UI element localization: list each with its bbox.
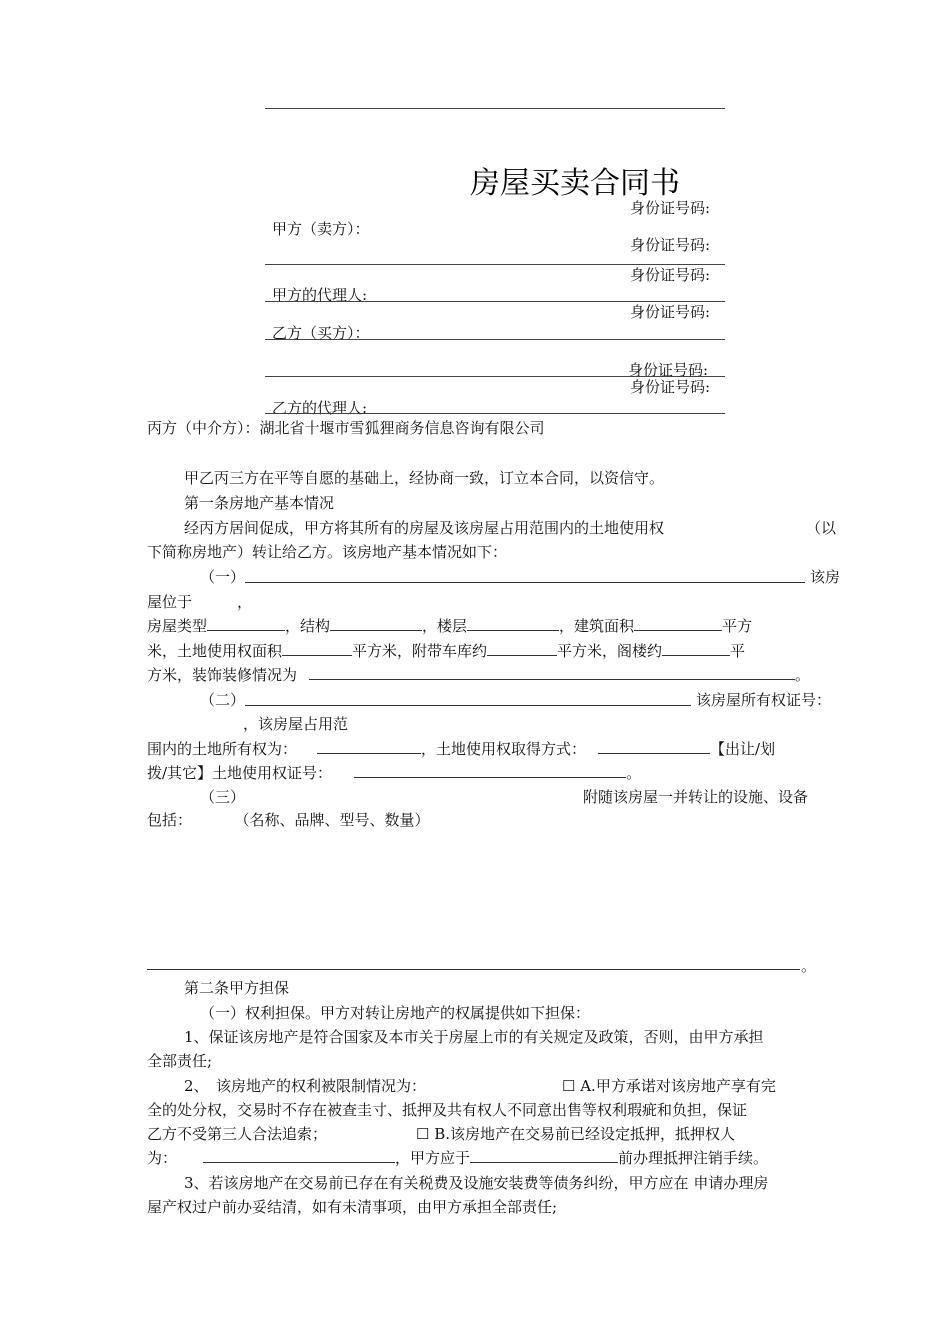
party-a-id-label: 身份证号码: [630,199,711,217]
article1-intro-2: 下简称房地产）转让给乙方。该房地产基本情况如下： [147,543,508,561]
decoration-end: 。 [795,666,811,684]
land-acquisition-label: ，土地使用权取得方式： [421,740,587,758]
item1-label: （一） [200,568,246,586]
article2-sub1: （一）权利担保。甲方对转让房地产的权属提供如下担保： [200,1004,591,1022]
article2-p2-line1a: 2、 该房地产的权利被限制情况为： [184,1077,427,1095]
land-ownership-blank [317,739,421,754]
decoration-blank [309,665,795,680]
item1-line4 [147,640,745,661]
article2-p3-line2: 屋产权过户前办妥结清，如有未清事项，由甲方承担全部责任; [147,1198,558,1216]
house-type-blank [207,616,285,631]
party-b-agent-rule [265,413,725,414]
party-a-agent-rule [265,301,725,302]
item3-tail: 附随该房屋一并转让的设施、设备 [583,788,809,806]
header-rule [265,108,725,109]
item2-blank [245,705,691,706]
item3-spec-note: （名称、品牌、型号、数量） [242,811,430,829]
item1-blank [245,582,805,583]
item1-line3 [147,615,752,636]
deadline-label: ，甲方应于 [395,1149,471,1167]
item3-blank [147,969,800,970]
document-title: 房屋买卖合同书 [470,166,680,201]
item3-line2 [147,809,430,830]
party-b-id-label: 身份证号码: [630,303,711,321]
land-acquisition-options: 【出让/划 [710,740,776,758]
cancellation-label: 前办理抵押注销手续。 [618,1149,769,1167]
item3-label: （三） [200,788,246,806]
item3-include-label: 包括： [147,811,193,829]
option-b-checkbox[interactable]: ☐ B.该房地产在交易前已经设定抵押，抵押权人 [416,1125,736,1143]
article2-p2-line2: 全的处分权，交易时不存在被查圭寸、抵押及共有权人不同意出售等权利瑕疵和负担，保证 [147,1101,748,1119]
garage-label: 平方米，附带车库约 [352,642,488,660]
party-a-agent-id-label: 身份证号码: [630,266,711,284]
item1-line5 [147,664,810,685]
party-b-agent-id-label: 身份证号码: [630,378,711,396]
land-cert-label: 拨/其它】土地使用权证号： [147,764,333,782]
party-b-id-rule [265,376,725,377]
article1-intro-1: 经丙方居间促成，甲方将其所有的房屋及该房屋占用范围内的土地使用权 [184,519,665,537]
option-a-checkbox[interactable]: ☐ A.甲方承诺对该房地产享有完 [562,1077,776,1095]
article2-p1-line1: 1、保证该房地产是符合国家及本市关于房屋上市的有关规定及政策，否则，由甲方承担 [184,1028,764,1046]
land-cert-blank [354,763,626,778]
land-area-blank [282,641,352,656]
article2-p1-line2: 全部责任; [147,1052,213,1070]
party-b-agent-label: 乙方的代理人: [272,399,368,417]
party-c-line: 丙方（中介方）：湖北省十堰市雪狐狸商务信息咨询有限公司 [147,419,545,437]
mortgagee-blank [203,1148,395,1163]
attic-label: 平方米，阁楼约 [557,642,663,660]
article1-heading: 第一条房地产基本情况 [184,494,335,512]
preamble: 甲乙丙三方在平等自愿的基础上，经协商一致，订立本合同，以资信守。 [184,469,665,487]
structure-blank [330,616,422,631]
mortgagee-label: 为： [147,1149,178,1167]
item2-tail: 该房屋所有权证号： [696,691,832,709]
article2-p2-line4 [147,1147,768,1168]
party-a-label: 甲方（卖方）： [272,220,370,238]
party-b-label: 乙方（买方）： [272,324,370,342]
floor-label: ，楼层 [422,617,468,635]
party-b-rule [265,339,725,340]
deadline-blank [470,1148,618,1163]
garage-blank [487,641,557,656]
item2-line2: ，该房屋占用范 [243,715,349,733]
floor-area-label: ，建筑面积 [559,617,635,635]
item2-label: （二） [200,691,246,709]
floor-blank [467,616,559,631]
article2-heading: 第二条甲方担保 [184,979,290,997]
item2-line3 [147,738,775,759]
structure-label: ，结构 [285,617,331,635]
attic-blank [662,641,730,656]
house-type-label: 房屋类型 [147,617,208,635]
floor-area-blank [634,616,722,631]
land-area-label: 米，土地使用权面积 [147,642,283,660]
floor-area-unit: 平方 [722,617,753,635]
party-b-id-label-full: 身份证号码: [628,361,709,379]
item2-line4 [147,762,641,783]
land-ownership-label: 围内的土地所有权为： [147,740,298,758]
attic-unit: 平 [730,642,746,660]
article2-p2-line3a: 乙方不受第三人合法追索； [147,1125,328,1143]
decoration-label: 方米，装饰装修情况为 [147,666,298,684]
item1-line2: 屋位于 ， [147,593,253,611]
item3-end: 。 [801,957,817,975]
land-cert-end: 。 [626,764,642,782]
item1-tail: 该房 [810,568,841,586]
party-a-rule [265,264,725,265]
party-a-agent-label: 甲方的代理人: [272,286,368,304]
party-a-id-label-2: 身份证号码: [630,237,711,254]
article1-intro-1-right: （以 [806,519,837,537]
article2-p3-line1: 3、若该房地产在交易前已存在有关税费及设施安装费等债务纠纷，甲方应在 申请办理房 [184,1174,769,1192]
land-acquisition-blank [598,739,710,754]
